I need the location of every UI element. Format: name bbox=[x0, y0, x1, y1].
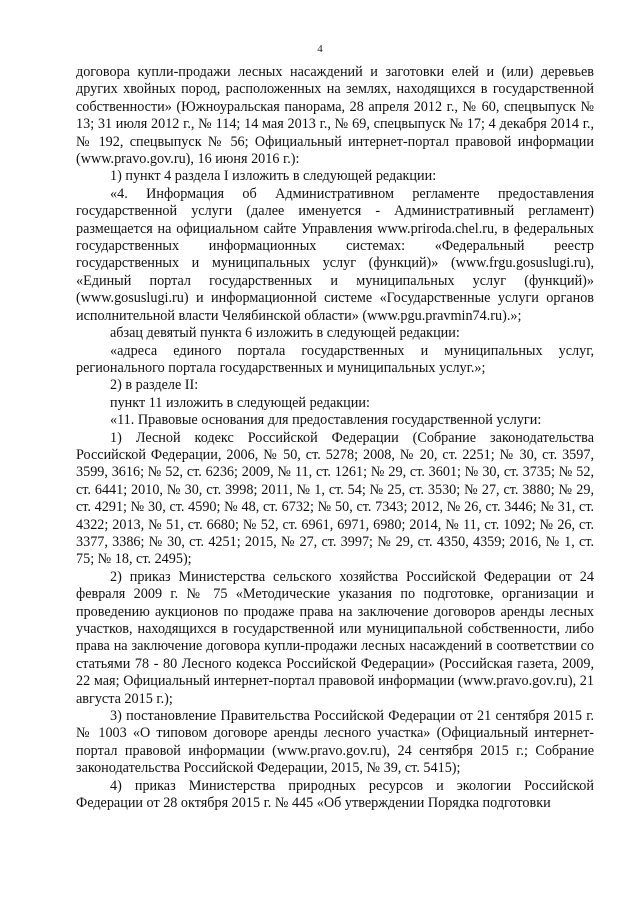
paragraph-section-2: 2) в разделе II: bbox=[110, 377, 199, 394]
page-number: 4 bbox=[317, 43, 323, 55]
paragraph-government-resolution: 3) постановление Правительства Российской Федерации от 21 сентября 2015 г. № 1003 «О типовом договоре аренды лесного участка» (Официальный интернет-портал правовой информации (www.pravo.gov.ru), 24 сентября 2015 г.; Собрание законодательства Российской Федерации, 2015, № 39, ст. 5415); bbox=[76, 708, 594, 777]
paragraph-item-4-text: «4. Информация об Административном регламенте предоставления государственной услуги (далее именуется - Административный регламент) размещается на официальном сайте Управления www.priroda.chel.ru, в федеральных государственных информационных системах: «Федеральный реестр государственных и муниципальных услуг (функций)» (www.frgu.gosuslugi.ru), «Единый портал государственных и муниципальных услуг (функций)» (www.gosuslugi.ru) и информационной системе «Государственные услуги органов исполнительной власти Челябинской области» (www.pgu.pravmin74.ru).»; bbox=[76, 185, 594, 324]
paragraph-order-agriculture: 2) приказ Министерства сельского хозяйства Российской Федерации от 24 февраля 2009 г. № 75 «Методические указания по подготовке, организации и проведению аукционов по продаже права на заключение договоров аренды лесных участков, находящихся в государственной или муниципальной собственности, либо права на заключение договора купли-продажи лесных насаждений в соответствии со статьями 78 - 80 Лесного кодекса Российской Федерации» (Российская газета, 2009, 22 мая; Официальный интернет-портал правовой информации (www.pravo.gov.ru), 21 августа 2015 г.); bbox=[76, 568, 594, 707]
paragraph-continuation: договора купли-продажи лесных насаждений и заготовки елей и (или) деревьев других хвойных пород, расположенных на землях, находящихся в государственной собственности» (Южноуральская панорама, 28 апреля 2012 г., № 60, спецвыпуск № 13; 31 июля 2012 г., № 114; 14 мая 2013 г., № 69, спецвыпуск № 17; 4 декабря 2014 г., № 192, спецвыпуск № 56; Официальный интернет-портал правовой информации (www.pravo.gov.ru), 16 июня 2016 г.): bbox=[76, 64, 594, 168]
paragraph-addresses: «адреса единого портала государственных и муниципальных услуг, регионального портала государственных и муниципальных услуг.»; bbox=[76, 342, 594, 376]
document-body bbox=[76, 64, 594, 812]
paragraph-abzac-9: абзац девятый пункта 6 изложить в следующей редакции: bbox=[110, 325, 460, 342]
paragraph-legal-basis: «11. Правовые основания для предоставления государственной услуги: bbox=[110, 412, 542, 429]
paragraph-forest-code: 1) Лесной кодекс Российской Федерации (Собрание законодательства Российской Федерации, 2006, № 50, ст. 5278; 2008, № 20, ст. 2251; № 30, ст. 3597, 3599, 3616; № 52, ст. 6236; 2009, № 11, ст. 1261; № 29, ст. 3601; № 30, ст. 3735; № 52, ст. 6441; 2010, № 30, ст. 3998; 2011, № 1, ст. 54; № 25, ст. 3530; № 27, ст. 3880; № 29, ст. 4291; № 30, ст. 4590; № 48, ст. 6732; № 50, ст. 7343; 2012, № 26, ст. 3446; № 31, ст. 4322; 2013, № 51, ст. 6680; № 52, ст. 6961, 6971, 6980; 2014, № 11, ст. 1092; № 26, ст. 3377, 3386; № 30, ст. 4251; 2015, № 27, ст. 3997; № 29, ст. 4350, 4359; 2016, № 1, ст. 75; № 18, ст. 2495); bbox=[76, 429, 594, 568]
paragraph-item-11: пункт 11 изложить в следующей редакции: bbox=[110, 394, 370, 411]
paragraph-item-1: 1) пункт 4 раздела I изложить в следующей редакции: bbox=[110, 168, 437, 185]
paragraph-order-natural-resources: 4) приказ Министерства природных ресурсов и экологии Российской Федерации от 28 октября 2015 г. № 445 «Об утверждении Порядка подготовки bbox=[76, 777, 594, 812]
